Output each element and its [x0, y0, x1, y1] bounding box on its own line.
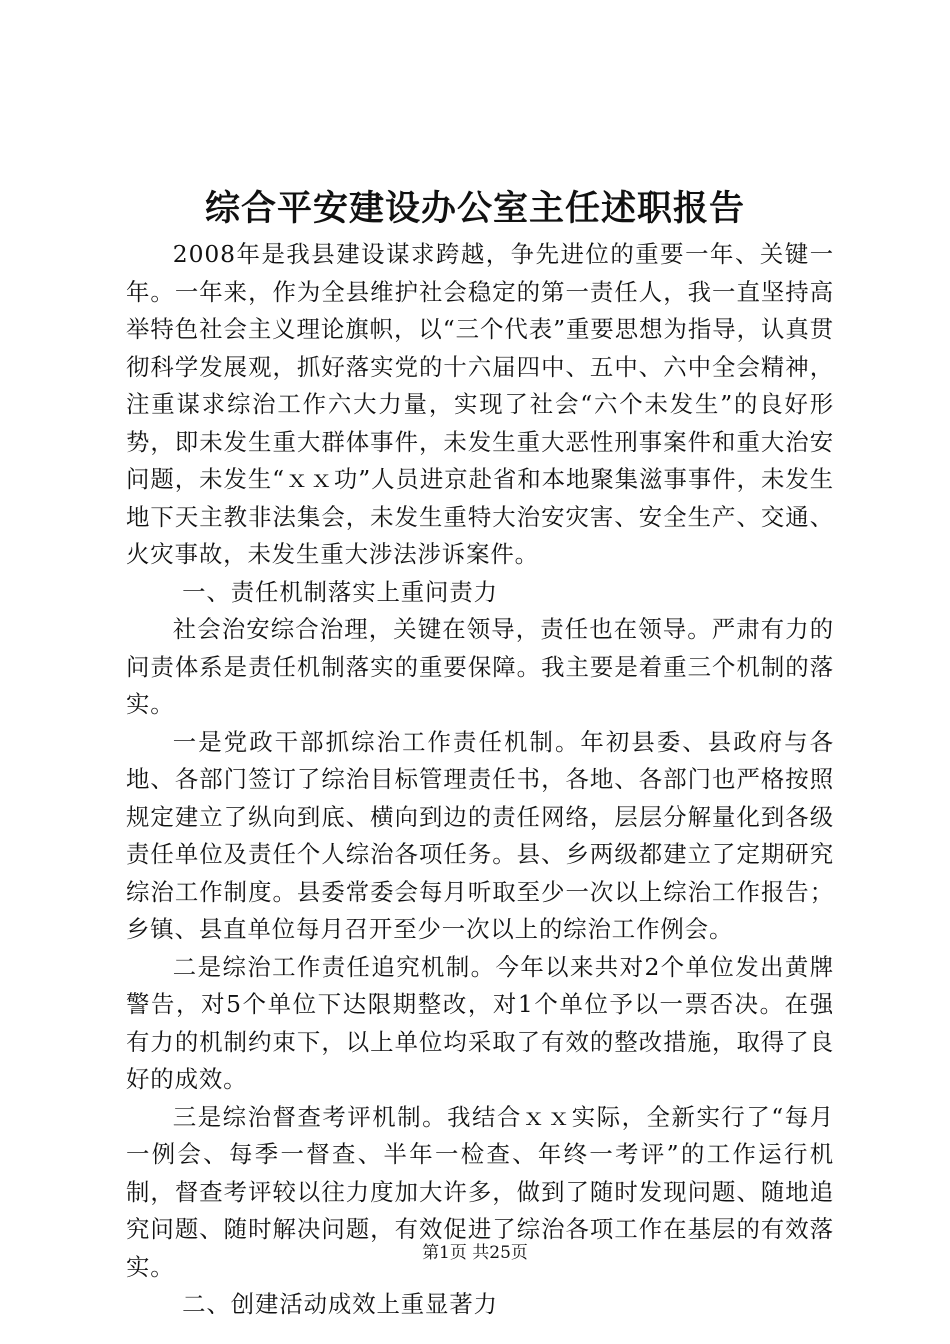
paragraph-intro: 2008年是我县建设谋求跨越，争先进位的重要一年、关键一年。一年来，作为全县维护社会稳定的第一责任人，我一直坚持高举特色社会主义理论旗帜，以“三个代表”重要思想为指导，认真贯彻科学发展观，抓好落实党的十六届四中、五中、六中全会精神，注重谋求综治工作六大力量，实现了社会“六个未发生”的良好形势，即未发生重大群体事件，未发生重大恶性刑事案件和重大治安问题，未发生“ｘｘ功”人员进京赴省和本地聚集滋事事件，未发生地下天主教非法集会，未发生重特大治安灾害、安全生产、交通、火灾事故，未发生重大涉法涉诉案件。 [126, 240, 834, 568]
paragraph-mechanism-2: 二是综治工作责任追究机制。今年以来共对2个单位发出黄牌警告，对5个单位下达限期整改，对1个单位予以一票否决。在强有力的机制约束下，以上单位均采取了有效的整改措施，取得了良好的成效。 [126, 952, 834, 1093]
paragraph-mechanism-1: 一是党政干部抓综治工作责任机制。年初县委、县政府与各地、各部门签订了综治目标管理责任书，各地、各部门也严格按照规定建立了纵向到底、横向到边的责任网络，层层分解量化到各级责任单位及责任个人综治各项任务。县、乡两级都建立了定期研究综治工作制度。县委常委会每月听取至少一次以上综治工作报告；乡镇、县直单位每月召开至少一次以上的综治工作例会。 [126, 727, 834, 943]
section-heading-2: 二、创建活动成效上重显著力 [182, 1290, 498, 1318]
section-heading-1: 一、责任机制落实上重问责力 [182, 577, 498, 606]
paragraph-mechanism-3: 三是综治督查考评机制。我结合ｘｘ实际，全新实行了“每月一例会、每季一督查、半年一检查、年终一考评”的工作运行机制，督查考评较以往力度加大许多，做到了随时发现问题、随地追究问题、随时解决问题，有效促进了综治各项工作在基层的有效落实。 [126, 1102, 834, 1281]
document-body [126, 236, 834, 1324]
paragraph-responsibility: 社会治安综合治理，关键在领导，责任也在领导。严肃有力的问责体系是责任机制落实的重要保障。我主要是着重三个机制的落实。 [126, 615, 834, 718]
page-number: 第1页 共25页 [422, 1243, 528, 1263]
document-title: 综合平安建设办公室主任述职报告 [204, 188, 745, 229]
